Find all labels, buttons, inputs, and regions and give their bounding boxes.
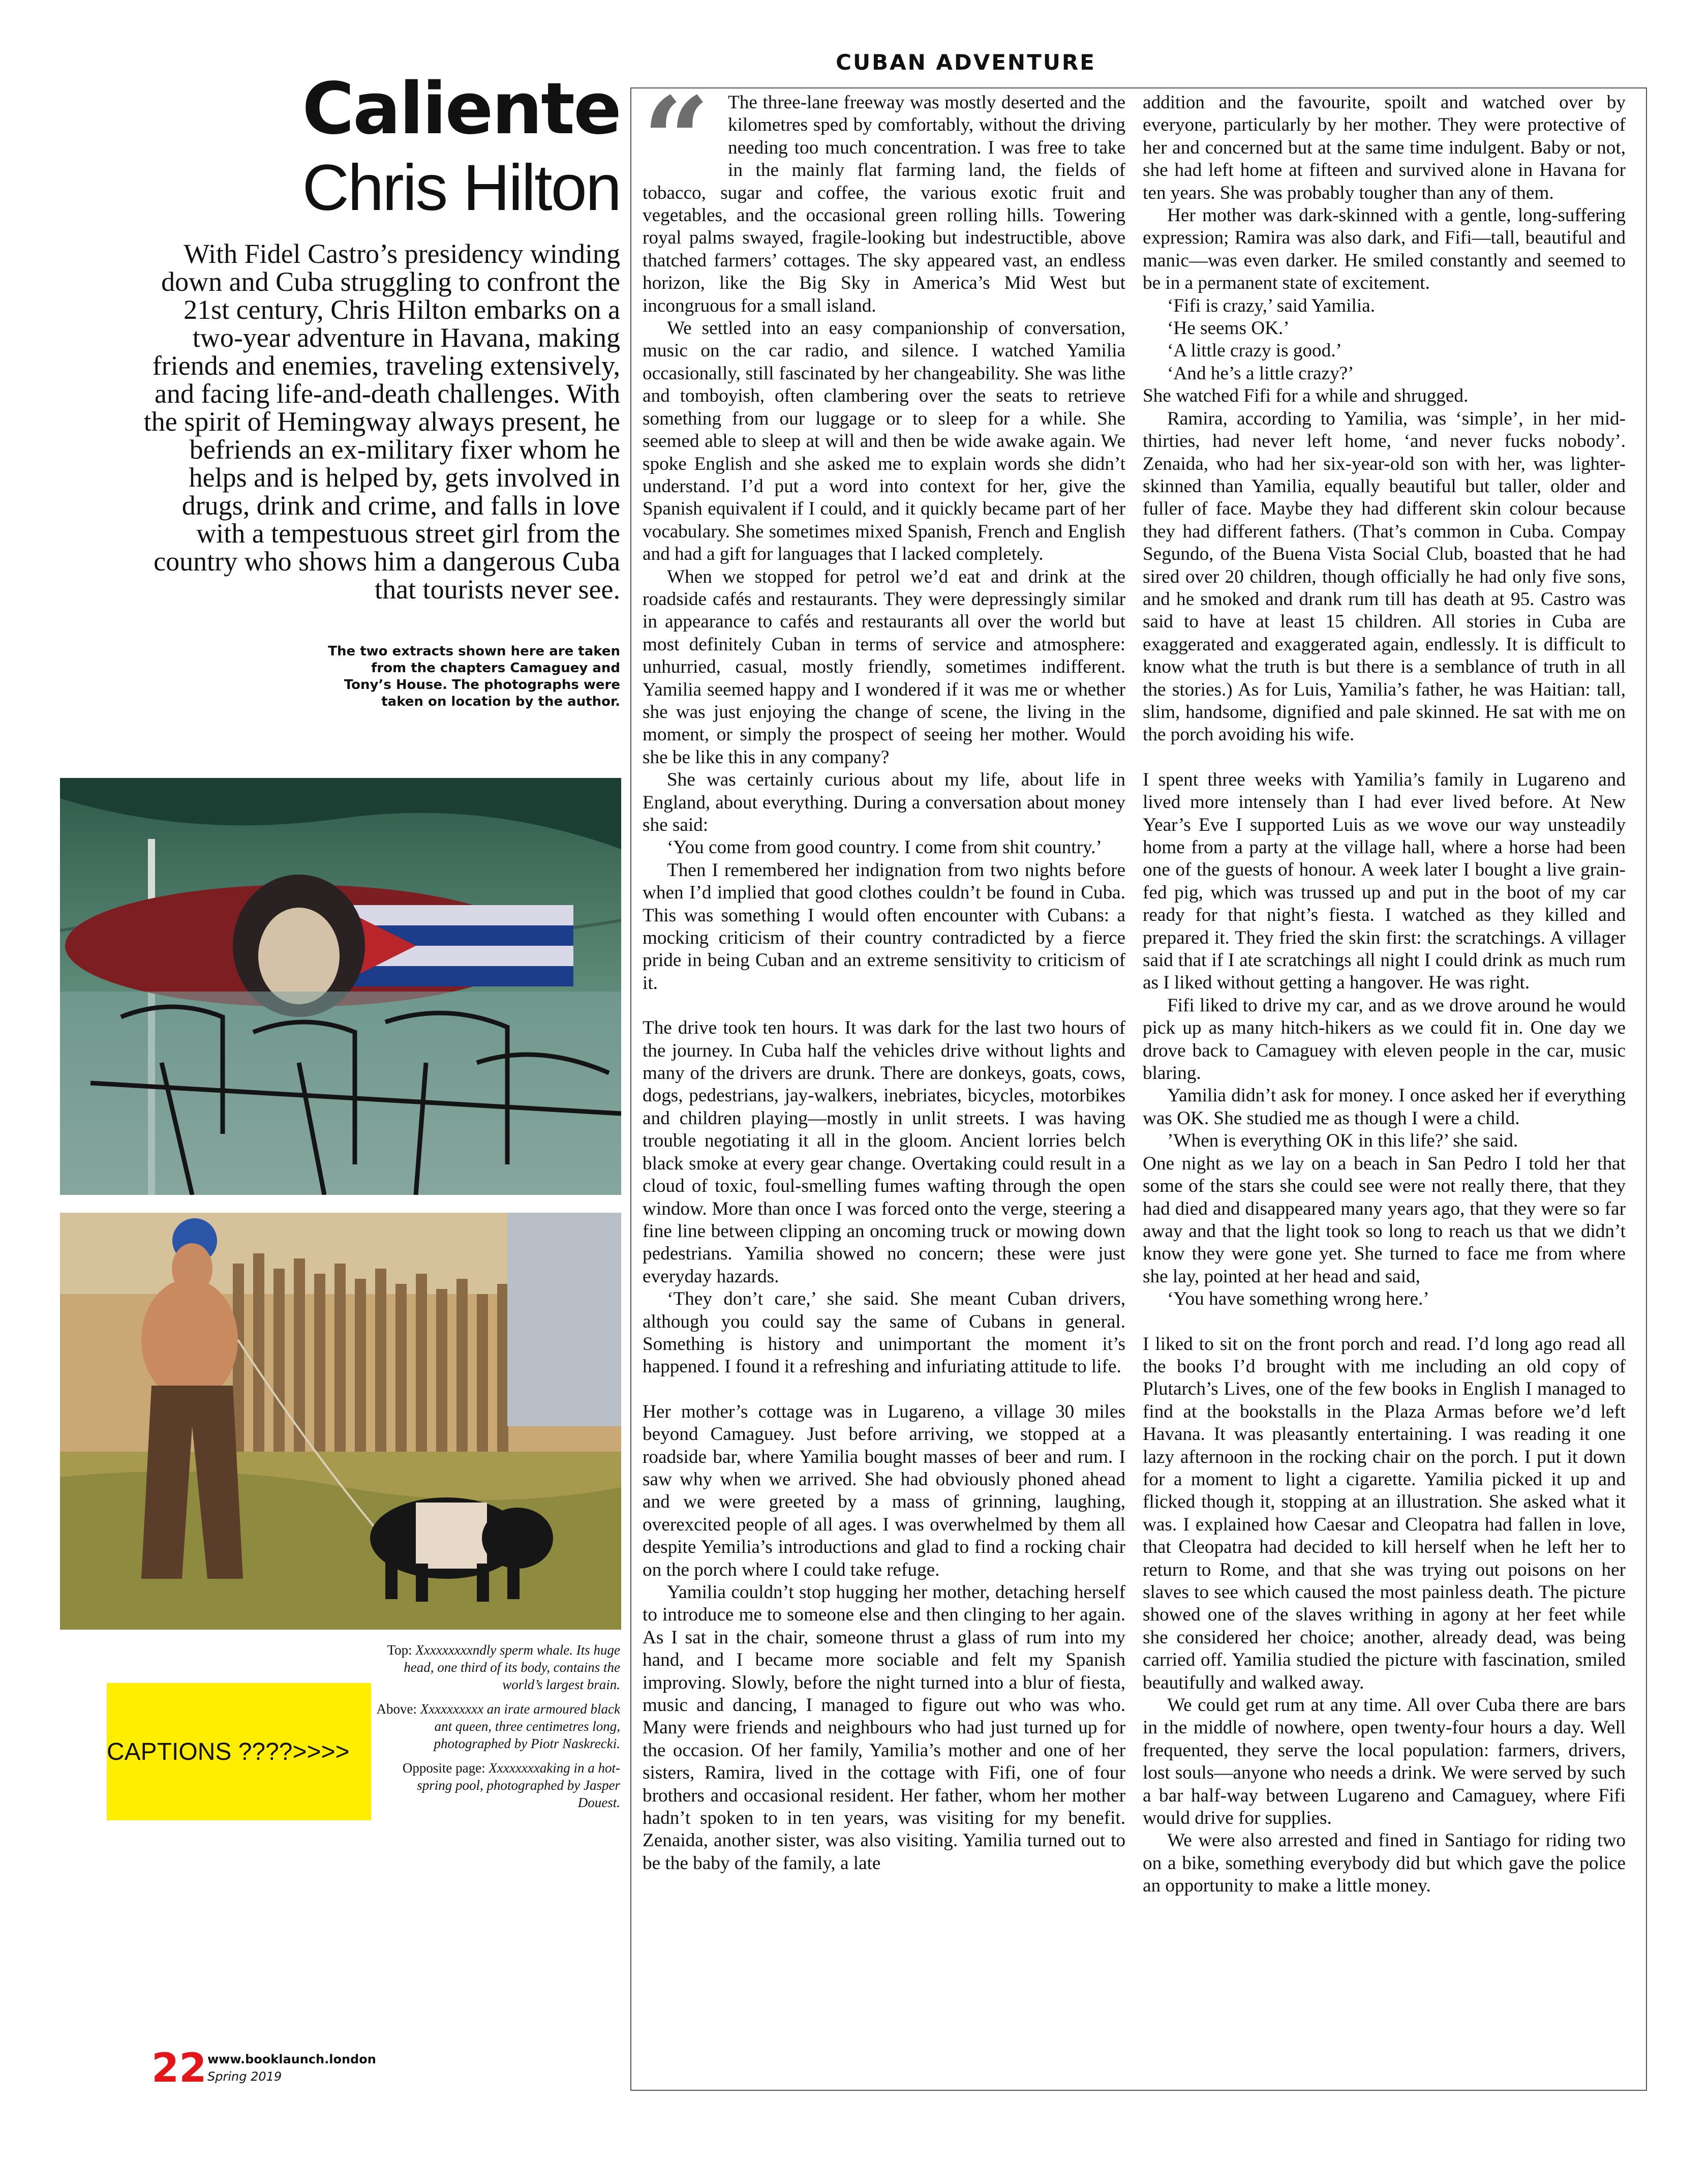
page-number: 22 — [151, 2046, 207, 2091]
body-paragraph: Then I remembered her indignation from two nights before when I’d implied that good clothes couldn’t be found in Cuba. This was something I would often encounter with Cubans: a mocking criticism of their country contradicted by a fierce pride in being Cuban and an extreme sensitivity to criticism of it. — [643, 859, 1125, 994]
article-title: Caliente — [302, 68, 620, 151]
paragraph-break — [643, 995, 1125, 1017]
body-paragraph: The drive took ten hours. It was dark for the last two hours of the journey. In Cuba half the vehicles drive without lights and many of the drivers are drunk. There are donkeys, goats, cows, dogs, pedestrians, jay-walkers, inebriates, bicycles, motorbikes and children playing—mostly in unlit streets. I was having trouble negotiating it all in the gloom. Ancient lorries belch black smoke at every gear change. Overtaking could result in a cloud of toxic, foul-smelling fumes wafting through the open window. More than once I was forced onto the verge, steering a fine line between clipping an oncoming truck or mowing down pedestrians. Yamilia showed no concern; these were just everyday hazards. — [643, 1017, 1125, 1287]
body-paragraph: ‘You come from good country. I come from shit country.’ — [667, 837, 1102, 858]
body-paragraph: ‘They don’t care,’ she said. She meant Cuban drivers, although you could say the same of Cubans in general. Something is history and unimportant the moment it’s happened. I found it a refreshing and infuriating attitude to life. — [643, 1288, 1125, 1377]
author-name: Chris Hilton — [302, 152, 620, 224]
body-paragraph: Ramira, according to Yamilia, was ‘simple’, in her mid-thirties, had never left home, ‘and never fucks nobody’. Zenaida, who had her six-year-old son with her, was lighter-skinned than Yamilia, equally beautiful but taller, older and fuller of face. Maybe they had different skin colour because they had different fathers. (That’s common in Cuba. Compay Segundo, of the Buena Vista Social Club, boasted that he had sired over 20 children, though officially he had only five sons, and he smoked and drank rum till has death at 95. Castro was said to have at least 15 children. All stories in Cuba are exaggerated and exaggerated again, endlessly. It is difficult to know what the truth is but there is a semblance of truth in all the stories.) As for Luis, Yamilia’s father, he was Haitian: tall, slim, handsome, dignified and pale skinned. He sat with me on the porch avoiding his wife. — [1143, 408, 1626, 745]
body-paragraph: Yamilia couldn’t stop hugging her mother, detaching herself to introduce me to someone else and then clinging to her again. As I sat in the chair, someone thrust a glass of rum into my hand, and I became more sociable and felt my Spanish improving. Slowly, before the night turned into a blur of fiesta, music and dancing, I managed to figure out who was who. Many were friends and neighbours who had just turned up for the occasion. Of her family, Yamilia’s mother and one of her sisters, Ramira, lived in the cottage with Fifi, one of four brothers and occasional resident. Her father, whom her mother hadn’t spoken to in ten years, was visiting for my benefit. Zenaida, another sister, was also visiting. Yamilia turned out to be the baby of the family, a late — [643, 1582, 1125, 1874]
body-paragraph: I spent three weeks with Yamilia’s family in Lugareno and lived more intensely than I had ever lived before. At New Year’s Eve I supported Luis as we wove our way unsteadily home from a party at the village hall, where a horse had been one of the guests of honour. A week later I bought a live grain-fed pig, which was trussed up and put in the boot of my car ready for that night’s fiesta. I watched as they killed and prepared it. They fried the skin first: the scratchings. A villager said that if I ate scratchings all night I could drink as much rum as I liked without getting a hangover. He was right. — [1143, 769, 1626, 994]
body-paragraph: Yamilia didn’t ask for money. I once asked her if everything was OK. She studied me as though I were a child. — [1143, 1085, 1626, 1129]
photo-captions — [376, 1641, 620, 1818]
body-paragraph: We could get rum at any time. All over Cuba there are bars in the middle of nowhere, open twenty-four hours a day. Well frequented, they serve the local population: farmers, drivers, lost souls—anyone who needs a drink. We were served by such a bar half-way between Lugareno and Camaguey, where Fifi would drive for supplies. — [1143, 1695, 1626, 1829]
caption-above: Above: Xxxxxxxxxx an irate armoured black ant queen, three centimetres long, photographed by Piotr Naskrecki. — [376, 1701, 620, 1751]
caption-opposite: Opposite page: Xxxxxxxxaking in a hot-spring pool, photographed by Jasper Douest. — [402, 1760, 620, 1810]
body-paragraph: ‘A little crazy is good.’ — [1167, 340, 1342, 362]
extract-credit: The two extracts shown here are taken from the chapters Camaguey and Tony’s House. The photographs were taken on location by the author. — [328, 644, 620, 709]
photo-man-with-pig — [60, 1213, 621, 1630]
body-paragraph: ‘He seems OK.’ — [1167, 318, 1290, 339]
paragraph-break — [1143, 1311, 1626, 1333]
footer-date: Spring 2019 — [207, 2069, 282, 2084]
body-paragraph: ‘And he’s a little crazy?’ — [1167, 363, 1354, 384]
body-paragraph: ’When is everything OK in this life?’ she said. — [1167, 1130, 1518, 1152]
paragraph-break — [1143, 746, 1626, 769]
body-paragraph: ‘Fifi is crazy,’ said Yamilia. — [1167, 295, 1375, 316]
body-paragraph: ‘You have something wrong here.’ — [1167, 1288, 1429, 1310]
standfirst: With Fidel Castro’s presidency winding down and Cuba struggling to confront the 21st century, Chris Hilton embarks on a two-year adventure in Havana, making friends and enemies, traveling extensively, and facing life-and-death challenges. With the spirit of Hemingway always present, he befriends an ex-military fixer whom he helps and is helped by, gets involved in drugs, drink and crime, and falls in love with a tempestuous street girl from the country who shows him a dangerous Cuba that tourists never see. — [143, 238, 620, 605]
body-column-2 — [1143, 92, 1626, 1898]
photo-che-mural — [60, 778, 621, 1195]
caption-top: Top: Xxxxxxxxxndly sperm whale. Its huge head, one third of its body, contains the world’s largest brain. — [387, 1642, 620, 1692]
section-label: CUBAN ADVENTURE — [836, 50, 1096, 75]
body-paragraph: She was certainly curious about my life, about life in England, about everything. During a conversation about money she said: — [643, 769, 1125, 835]
body-paragraph: Fifi liked to drive my car, and as we drove around he would pick up as many hitch-hikers as we could fit in. One day we drove back to Camaguey with eleven people in the car, music blaring. — [1143, 995, 1626, 1084]
body-paragraph: Her mother was dark-skinned with a gentle, long-suffering expression; Ramira was also dark, and Fifi—tall, beautiful and manic—was even darker. He smiled constantly and seemed to be in a permanent state of excitement. — [1143, 205, 1626, 294]
body-paragraph: addition and the favourite, spoilt and watched over by everyone, particularly by her mother. They were protective of her and concerned but at the same time indulgent. Baby or not, she had left home at fifteen and survived alone in Havana for ten years. She was probably tougher than any of them. — [1143, 92, 1626, 203]
body-paragraph: We were also arrested and fined in Santiago for riding two on a bike, something everybody did but which gave the police an opportunity to make a little money. — [1143, 1830, 1626, 1897]
paragraph-break — [643, 1378, 1125, 1401]
body-paragraph: Her mother’s cottage was in Lugareno, a village 30 miles beyond Camaguey. Just before arriving, we stopped at a roadside bar, where Yamilia bought masses of beer and rum. I saw why when we arrived. She had obviously phoned ahead and we were greeted by a mass of grinning, laughing, overexcited people of all ages. I was overwhelmed by them all despite Yemilia’s introductions and glad to find a rocking chair on the porch where I could take refuge. — [643, 1401, 1125, 1580]
body-paragraph: When we stopped for petrol we’d eat and drink at the roadside cafés and restaurants. They were depressingly similar in appearance to cafés and restaurants all over the world but most definitely Cuban in terms of service and atmosphere: unhurried, casual, mostly friendly, sometimes indifferent. Yamilia seemed happy and I wondered if it was me or whether she was just enjoying the change of scene, the living in the moment, or simply the prospect of seeing her mother. Would she be like this in any company? — [643, 566, 1125, 768]
body-paragraph: She watched Fifi for a while and shrugged. — [1143, 385, 1469, 407]
body-paragraph: I liked to sit on the front porch and read. I’d long ago read all the books I’d brought with me including an old copy of Plutarch’s Lives, one of the few books in English I managed to find at the bookstalls in the Plaza Armas before we’d left Havana. It was pleasantly entertaining. I was reading it one lazy afternoon in the rocking chair on the porch. I put it down for a moment to light a cigarette. Yamilia picked it up and flicked though it, stopping at an illustration. She asked what it was. I explained how Caesar and Cleopatra had fallen in love, that Cleopatra had decided to kill herself when he left her to return to Rome, and that she was trying out poisons on her slaves to see which caused the most painless death. The picture showed one of the slaves writhing in agony at her feet while she considered her choice; another, already dead, was being carried off. Yamilia studied the picture with fascination, smiled beautifully and walked away. — [1143, 1333, 1626, 1693]
open-quote-mark: “ — [643, 72, 710, 209]
footer-url: www.booklaunch.london — [207, 2052, 376, 2066]
body-paragraph: The three-lane freeway was mostly deserted and the kilometres sped by comfortably, without the driving needing too much concentration. I was free to take in the mainly flat farming land, the fields of tobacco, sugar and coffee, the various exotic fruit and vegetables, and the occasional green rolling hills. Towering royal palms swayed, fragile-looking but indestructible, above thatched farmers’ cottages. The sky appeared vast, an endless horizon, like the Big Sky in America’s Mid West but incongruous for a small island. — [643, 92, 1125, 316]
body-column-1 — [643, 72, 1125, 1875]
body-paragraph: We settled into an easy companionship of conversation, music on the car radio, and silence. I watched Yamilia occasionally, still fascinated by her changeability. She was lithe and tomboyish, often clambering over the seats to retrieve something from our luggage or to sleep for a while. She seemed able to sleep at will and then be wide awake again. We spoke English and she asked me to explain words she didn’t understand. I’d put a word into context for her, give the Spanish equivalent if I could, and it quickly became part of her vocabulary. She sometimes mixed Spanish, French and English and had a gift for languages that I lacked completely. — [643, 318, 1125, 565]
captions-placeholder-box: CAPTIONS ????>>>> — [107, 1683, 371, 1820]
body-paragraph: One night as we lay on a beach in San Pedro I told her that some of the stars she could see were not really there, that they had died and disappeared many years ago, that they were so far away and that the light took so long to reach us that we didn’t know they were gone yet. She turned to face me from where she lay, pointed at her head and said, — [1143, 1153, 1626, 1287]
